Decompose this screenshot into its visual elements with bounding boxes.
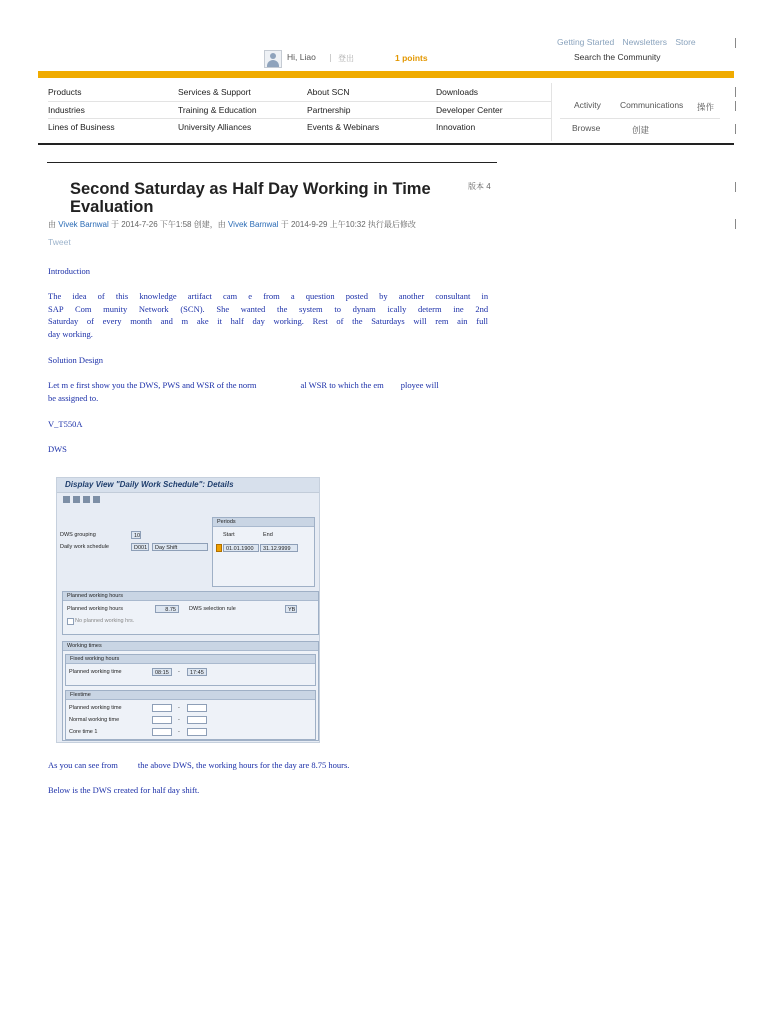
divider (560, 118, 720, 119)
after-part-2: the above DWS, the working hours for the day are 8.75 hours. (137, 760, 350, 770)
meta-modified: 于 2014-9-29 上午10:32 执行最后修改 (280, 220, 416, 229)
intro-line-2: SAP Com munity Network (SCN). She wanted the system to dynam ically determ ine 2nd (48, 303, 489, 314)
planned-hours-title: Planned working hours (63, 592, 318, 601)
activity-link[interactable]: Activity (574, 100, 601, 110)
dash: - (178, 705, 180, 711)
flex-from-field (152, 704, 172, 712)
nav-products[interactable]: Products (48, 87, 82, 97)
para2-part-2: al WSR to which the em (300, 380, 384, 390)
flex-row-label: Core time 1 (69, 729, 98, 735)
meta-by: 由 (48, 220, 56, 229)
planned-time-label: Planned working time (69, 669, 122, 675)
end-label: End (263, 532, 273, 538)
intro-line-3: Saturday of every month and m ake it half day working. Rest of the Saturdays will rem ain full (48, 316, 489, 326)
section-heading: Solution Design (48, 355, 104, 365)
nav-lines-of-business[interactable]: Lines of Business (48, 122, 115, 132)
nav-university-alliances[interactable]: University Alliances (178, 122, 252, 132)
top-links (557, 37, 702, 47)
selection-rule-label: DWS selection rule (189, 606, 236, 612)
flex-row-label: Planned working time (69, 705, 122, 711)
selection-rule-field: YB (285, 605, 297, 613)
daily-work-schedule-name: Day Shift (152, 543, 208, 551)
planned-hours-label: Planned working hours (67, 606, 123, 612)
flex-to-field (187, 704, 207, 712)
search-community-input[interactable]: Search the Community (574, 52, 661, 62)
document-icon (93, 496, 100, 503)
divider (551, 83, 552, 141)
dash: - (178, 717, 180, 723)
dws-grouping-field: 10 (131, 531, 141, 539)
dash: - (178, 729, 180, 735)
brand-bar (38, 71, 734, 78)
planned-hours-field: 8.75 (155, 605, 179, 613)
divider (48, 101, 551, 102)
page-title: Second Saturday as Half Day Working in Time Evaluation (70, 180, 431, 216)
nav-partnership[interactable]: Partnership (307, 105, 351, 115)
divider (330, 54, 331, 62)
planned-to-field: 17:45 (187, 668, 207, 676)
nav-developer-center[interactable]: Developer Center (436, 105, 503, 115)
greeting[interactable]: Hi, Liao (287, 52, 316, 62)
save-icon (83, 496, 90, 503)
flextime-group (65, 690, 316, 740)
end-date-field: 31.12.9999 (260, 544, 298, 552)
meta-created: 于 2014-7-26 下午1:58 创建，由 (111, 220, 226, 229)
para2-part-4: be assigned to. (48, 393, 99, 403)
intro-paragraph (48, 290, 488, 340)
logout-link[interactable]: 登出 (338, 54, 354, 63)
avatar[interactable] (264, 50, 282, 68)
create-link[interactable]: 创建 (632, 125, 650, 135)
sap-screenshot (56, 477, 320, 743)
actions-link[interactable]: 操作 (697, 102, 715, 112)
divider (48, 118, 551, 119)
store-link[interactable]: Store (675, 37, 696, 47)
nav-downloads[interactable]: Downloads (436, 87, 479, 97)
section-heading: Introduction (48, 266, 91, 276)
divider (735, 124, 736, 134)
para2-part-3: ployee will (400, 380, 439, 390)
nav-bottom-border (38, 143, 734, 145)
nav-services-support[interactable]: Services & Support (178, 87, 251, 97)
points-badge[interactable]: 1 points (395, 53, 428, 63)
communications-link[interactable]: Communications (620, 100, 684, 110)
divider (735, 182, 736, 192)
divider (735, 219, 736, 229)
start-label: Start (223, 532, 235, 538)
author-link[interactable]: Vivek Barnwal (58, 220, 109, 229)
no-planned-label: No planned working hrs. (75, 618, 135, 624)
display-icon (73, 496, 80, 503)
pencil-icon (63, 496, 70, 503)
fixed-hours-group (65, 654, 316, 686)
flex-row-label: Normal working time (69, 717, 120, 723)
article-meta (48, 219, 416, 230)
author-link[interactable]: Vivek Barnwal (227, 220, 279, 229)
nav-events-webinars[interactable]: Events & Webinars (307, 122, 380, 132)
intro-line-1: The idea of this knowledge artifact cam e from a question posted by another consultant in (48, 291, 489, 301)
nav-innovation[interactable]: Innovation (436, 122, 476, 132)
dws-label: DWS (48, 444, 67, 454)
flex-to-field (187, 728, 207, 736)
divider (735, 38, 736, 48)
periods-group (212, 517, 315, 587)
sap-title-bar (57, 478, 319, 493)
planned-from-field: 08:15 (152, 668, 172, 676)
article-rule (47, 162, 497, 163)
nav-industries[interactable]: Industries (48, 105, 85, 115)
flex-to-field (187, 716, 207, 724)
daily-work-schedule-code: D001 (131, 543, 149, 551)
flex-from-field (152, 728, 172, 736)
para2-part-1: Let m e first show you the DWS, PWS and WSR of the norm (48, 380, 257, 390)
after-paragraph (48, 759, 349, 772)
solution-paragraph (48, 379, 439, 392)
divider (735, 87, 736, 97)
browse-link[interactable]: Browse (572, 123, 601, 133)
nav-training-education[interactable]: Training & Education (178, 105, 257, 115)
tweet-button[interactable]: Tweet (48, 237, 71, 247)
planned-hours-group (62, 591, 319, 635)
version-label[interactable]: 版本 4 (468, 182, 491, 191)
periods-title: Periods (213, 518, 314, 527)
divider (735, 101, 736, 111)
working-times-title: Working times (63, 642, 318, 651)
start-date-field: 01.01.1900 (223, 544, 259, 552)
intro-line-4: day working. (48, 328, 93, 339)
no-planned-checkbox (67, 618, 74, 625)
table-name: V_T550A (48, 419, 83, 429)
flextime-title: Flextime (66, 691, 315, 700)
nav-about-scn[interactable]: About SCN (307, 87, 350, 97)
after-part-1: As you can see from (48, 760, 118, 770)
newsletters-link[interactable]: Newsletters (622, 37, 667, 47)
below-paragraph: Below is the DWS created for half day shift. (48, 785, 200, 795)
fixed-hours-title: Fixed working hours (66, 655, 315, 664)
dws-grouping-label: DWS grouping (60, 532, 96, 538)
daily-work-schedule-label: Daily work schedule (60, 544, 109, 550)
getting-started-link[interactable]: Getting Started (557, 37, 615, 47)
sap-title: Display View "Daily Work Schedule": Details (65, 480, 234, 489)
working-times-group (62, 641, 319, 741)
selection-marker (216, 544, 222, 552)
dash: - (178, 669, 180, 675)
flex-from-field (152, 716, 172, 724)
